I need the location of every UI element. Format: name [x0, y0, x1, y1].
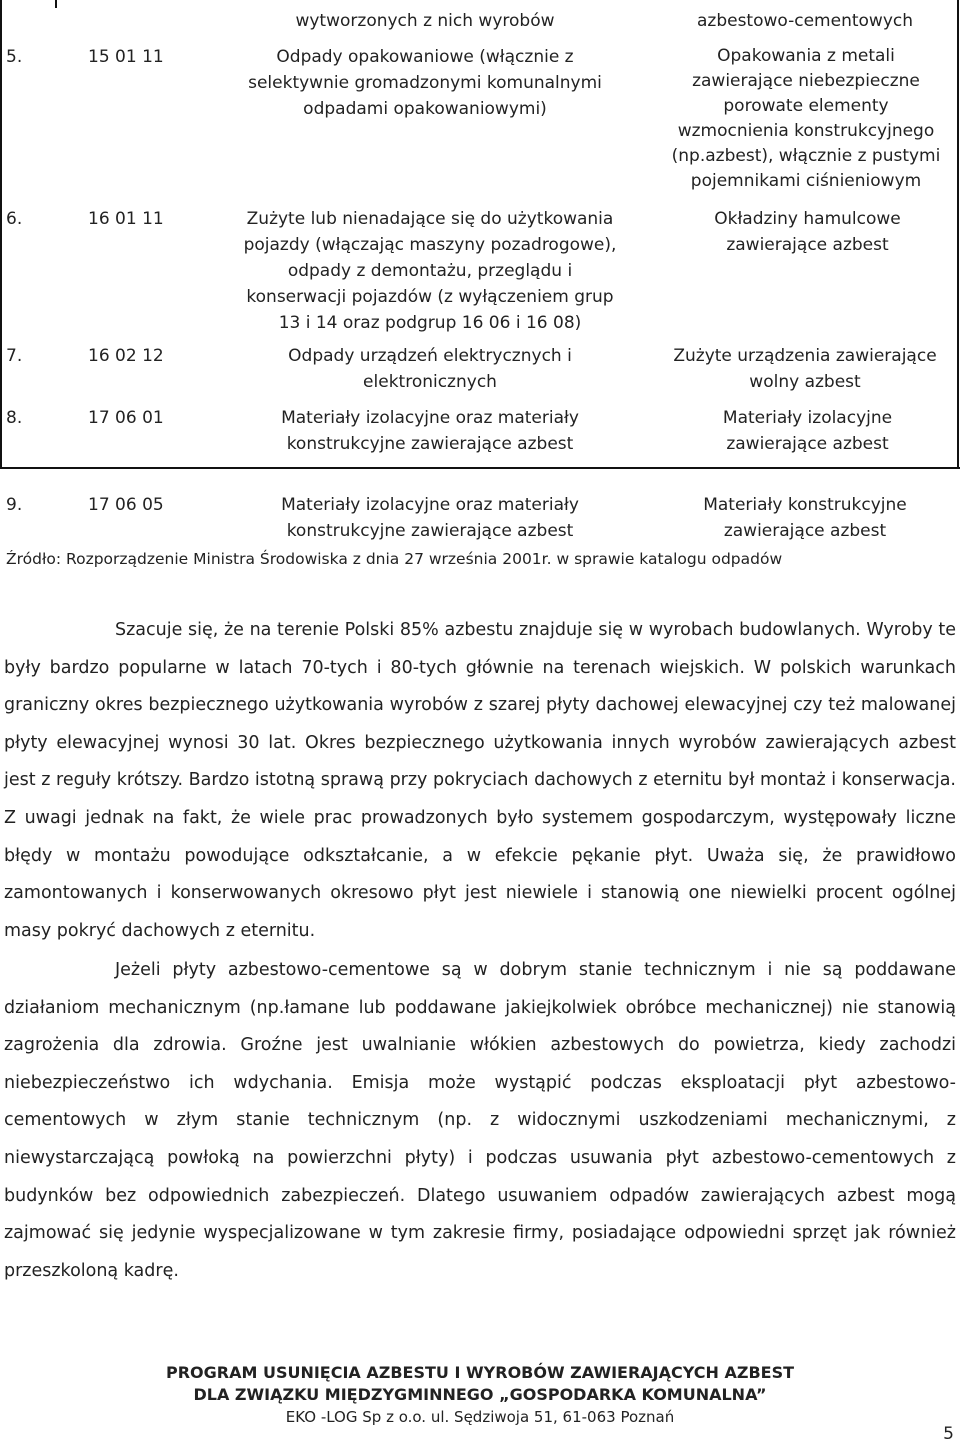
- table-cell-lp: 9.: [6, 495, 23, 515]
- body-paragraph: Jeżeli płyty azbestowo-cementowe są w dobrym stanie technicznym i nie są poddawane działaniom mechanicznym (np.łamane lub poddawane jakiejkolwiek obróbce mechanicznej) nie stanowią zagrożenia dla zdrowia. Groźne jest uwalnianie włókien azbestowych do powietrza, kiedy zachodzi niebezpieczeństwo ich wdychania. Emisja może wystąpić podczas eksploatacji płyt azbestowo-cementowych w złym stanie technicznym (np. z widocznymi uszkodzeniami mechanicznymi, z niewystarczającą powłoką na powierzchni płyty) i podczas usuwania płyt azbestowo-cementowych z budynków bez odpowiednich zabezpieczeń. Dlatego usuwaniem odpadów zawierających azbest mogą zajmować się jedynie wyspecjalizowane w tym zakresie firmy, posiadające odpowiedni sprzęt jak również przeszkoloną kadrę.: [4, 960, 956, 1281]
- table-cell-product: Materiały konstrukcyjne zawierające azbest: [703, 495, 907, 541]
- page-number: 5: [943, 1424, 954, 1444]
- table-cell-code: 16 02 12: [88, 346, 164, 366]
- table-border-bottom: [0, 467, 960, 469]
- table-border-left: [0, 0, 2, 469]
- table-cell-code: 15 01 11: [88, 47, 164, 67]
- table-border-col1: [55, 0, 57, 8]
- table-cell-product: Okładziny hamulcowe zawierające azbest: [714, 209, 901, 255]
- footer-address: EKO -LOG Sp z o.o. ul. Sędziwoja 51, 61-063 Poznań: [285, 1408, 675, 1426]
- table-cell-code: 16 01 11: [88, 209, 164, 229]
- table-cell-product: Zużyte urządzenia zawierające wolny azbest: [673, 346, 937, 392]
- footer-association: DLA ZWIĄZKU MIĘDZYGMINNEGO „GOSPODARKA KOMUNALNA”: [193, 1385, 767, 1404]
- table-cell-description: wytworzonych z nich wyrobów: [295, 11, 555, 31]
- footer-program-title: PROGRAM USUNIĘCIA AZBESTU I WYROBÓW ZAWIERAJĄCYCH AZBEST: [165, 1363, 795, 1382]
- table-cell-description: Zużyte lub nienadające się do użytkowania pojazdy (włączając maszyny pozadrogowe), odpady z demontażu, przeglądu i konserwacji pojazdów (z wyłączeniem grup 13 i 14 oraz podgrup 16 06 i 16 08): [243, 209, 617, 333]
- table-cell-lp: 7.: [6, 346, 23, 366]
- table-cell-description: Odpady opakowaniowe (włącznie z selektywnie gromadzonymi komunalnymi odpadami opakowaniowymi): [248, 47, 602, 119]
- table-cell-description: Materiały izolacyjne oraz materiały konstrukcyjne zawierające azbest: [281, 408, 579, 454]
- table-cell-product: azbestowo-cementowych: [696, 11, 914, 31]
- table-cell-lp: 8.: [6, 408, 23, 428]
- table-cell-lp: 6.: [6, 209, 23, 229]
- table-cell-lp: 5.: [6, 47, 23, 67]
- table-cell-description: Odpady urządzeń elektrycznych i elektronicznych: [288, 346, 572, 392]
- table-cell-product: Opakowania z metali zawierające niebezpieczne porowate elementy wzmocnienia konstrukcyjnego (np.azbest), włącznie z pustymi pojemnikami ciśnieniowym: [671, 46, 941, 191]
- table-cell-description: Materiały izolacyjne oraz materiały konstrukcyjne zawierające azbest: [281, 495, 579, 541]
- table-border-right: [957, 0, 959, 469]
- table-cell-product: Materiały izolacyjne zawierające azbest: [722, 408, 893, 454]
- source-note: Źródło: Rozporządzenie Ministra Środowiska z dnia 27 września 2001r. w sprawie katalogu odpadów: [6, 550, 783, 568]
- table-cell-code: 17 06 01: [88, 408, 164, 428]
- body-paragraph: Szacuje się, że na terenie Polski 85% azbestu znajduje się w wyrobach budowlanych. Wyroby te były bardzo popularne w latach 70-tych i 80-tych głównie na terenach wiejskich. W polskich warunkach graniczny okres bezpiecznego użytkowania wyrobów z szarej płyty dachowej elewacyjnej czy też malowanej płyty elewacyjnej wynosi 30 lat. Okres bezpiecznego użytkowania innych wyrobów zawierających azbest jest z reguły krótszy. Bardzo istotną sprawą przy pokryciach dachowych z eternitu był montaż i konserwacja. Z uwagi jednak na fakt, że wiele prac prowadzonych było systemem gospodarczym, występowały liczne błędy w montażu powodujące odkształcanie, a w efekcie pękanie płyt. Uważa się, że prawidłowo zamontowanych i konserwowanych okresowo płyt jest niewiele i stanowią one niewielki procent ogólnej masy pokryć dachowych z eternitu.: [4, 620, 956, 941]
- table-cell-code: 17 06 05: [88, 495, 164, 515]
